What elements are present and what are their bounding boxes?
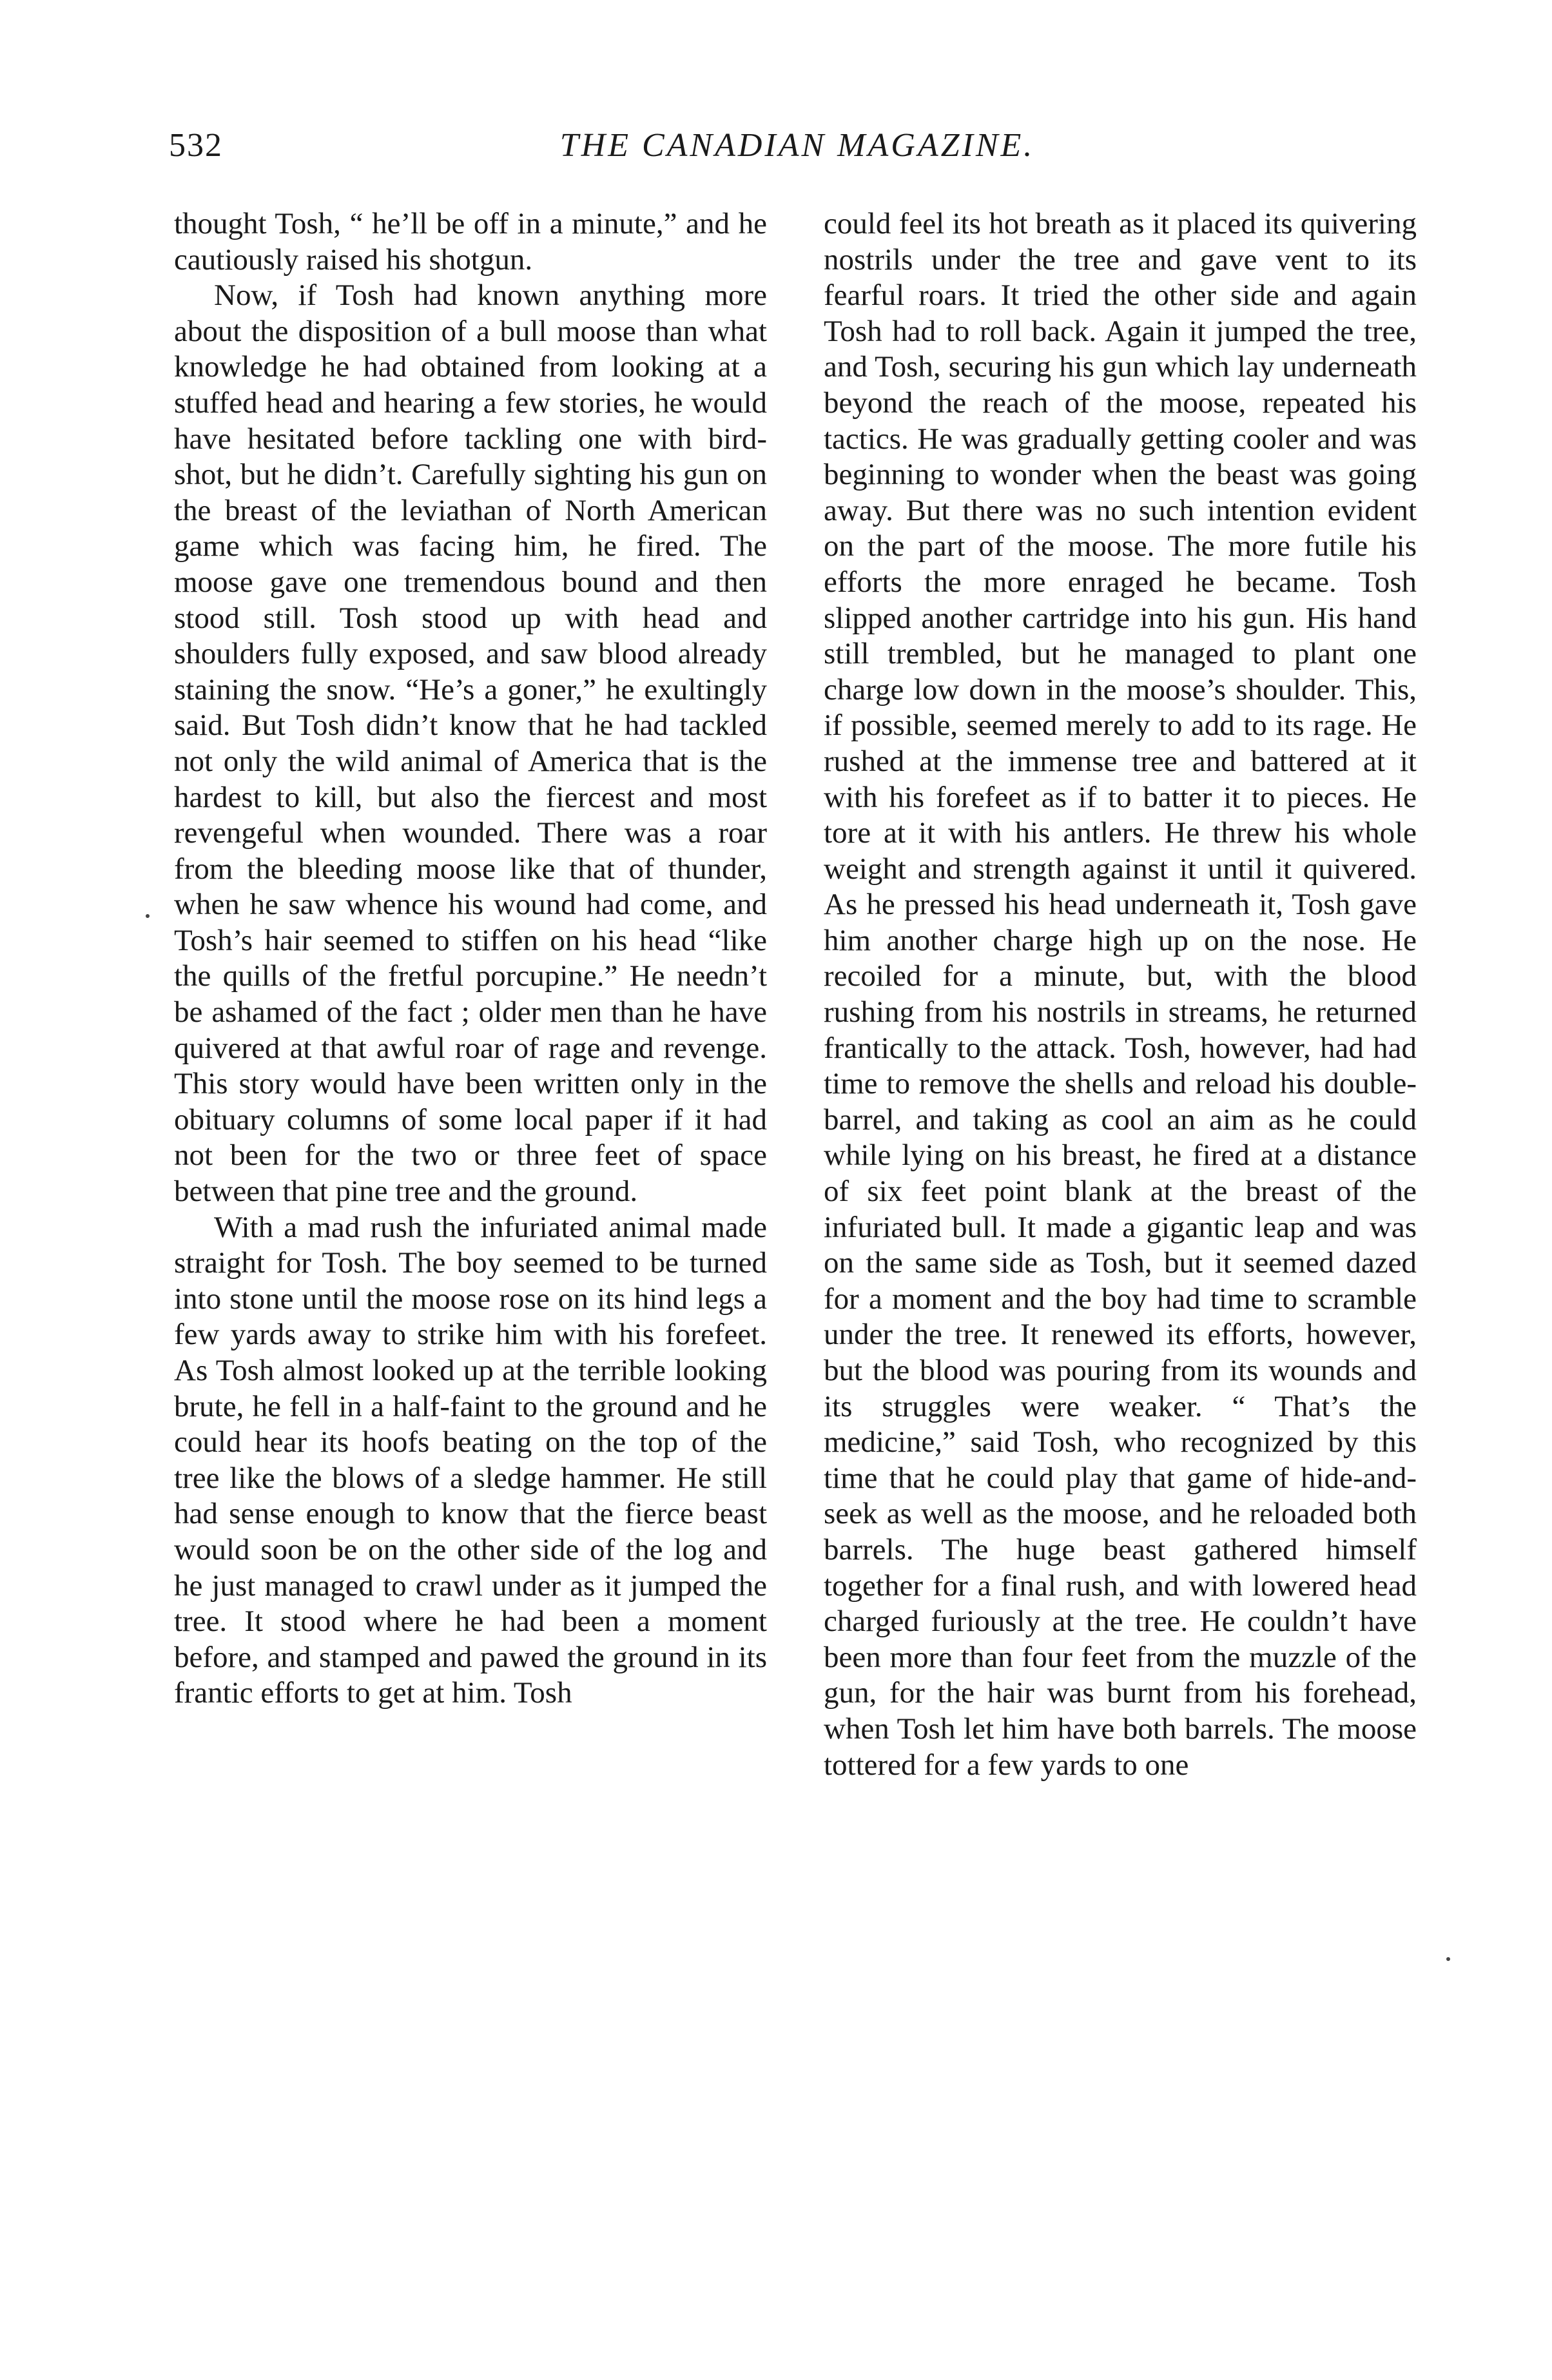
running-head — [169, 126, 1426, 171]
paragraph: thought Tosh, “ he’ll be off in a minute,” and he cautiously raised his shotgun. — [174, 207, 767, 277]
paragraph: Now, if Tosh had known anything more about the disposition of a bull moose than what knowledge he had obtained from looking at a stuffed head and hearing a few stories, he would have hesitated before tackling one with bird-shot, but he didn’t. Carefully sighting his gun on the breast of the leviathan of North American game which was facing him, he fired. The moose gave one tremendous bound and then stood still. Tosh stood up with head and shoulders fully exposed, and saw blood already staining the snow. “He’s a goner,” he exultingly said. But Tosh didn’t know that he had tackled not only the wild animal of America that is the hardest to kill, but also the fiercest and most revengeful when wounded. There was a roar from the bleeding moose like that of thunder, when he saw whence his wound had come, and Tosh’s hair seemed to stiffen on his head “like the quills of the fretful porcupine.” He needn’t be ashamed of the fact ; older men than he have quivered at that awful roar of rage and revenge. This story would have been written only in the obituary columns of some local paper if it had not been for the two or three feet of space between that pine tree and the ground. — [174, 278, 767, 1209]
magazine-title: THE CANADIAN MAGAZINE. — [559, 127, 1035, 164]
left-column — [174, 206, 767, 2218]
right-column — [824, 206, 1417, 2218]
page-number: 532 — [169, 127, 223, 164]
paragraph: could feel its hot breath as it placed its quivering nostrils under the tree and gave vent to its fearful roars. It tried the other side and again Tosh had to roll back. Again it jumped the tree, and Tosh, securing his gun which lay underneath beyond the reach of the moose, repeated his tactics. He was gradually getting cooler and was beginning to wonder when the beast was going away. But there was no such intention evident on the part of the moose. The more futile his efforts the more enraged he became. Tosh slipped another cartridge into his gun. His hand still trembled, but he managed to plant one charge low down in the moose’s shoulder. This, if possible, seemed merely to add to its rage. He rushed at the immense tree and battered at it with his forefeet as if to batter it to pieces. He tore at it with his antlers. He threw his whole weight and strength against it until it quivered. As he pressed his head underneath it, Tosh gave him another charge high up on the nose. He recoiled for a minute, but, with the blood rushing from his nostrils in streams, he returned frantically to the attack. Tosh, however, had had time to remove the shells and reload his double-barrel, and taking as cool an aim as he could while lying on his breast, he fired at a distance of six feet point blank at the breast of the infuriated bull. It made a gigantic leap and was on the same side as Tosh, but it seemed dazed for a moment and the boy had time to scramble under the tree. It renewed its efforts, however, but the blood was pouring from its wounds and its struggles were weaker. “ That’s the medicine,” said Tosh, who recognized by this time that he could play that game of hide-and-seek as well as the moose, and he reloaded both barrels. The huge beast gathered himself together for a final rush, and with lowered head charged furiously at the tree. He couldn’t have been more than four feet from the muzzle of the gun, for the hair was burnt from his forehead, when Tosh let him have both barrels. The moose tottered for a few yards to one — [824, 207, 1417, 1782]
paragraph: With a mad rush the infuriated animal made straight for Tosh. The boy seemed to be turned into stone until the moose rose on its hind legs a few yards away to strike him with his forefeet. As Tosh almost looked up at the terrible looking brute, he fell in a half-faint to the ground and he could hear its hoofs beating on the top of the tree like the blows of a sledge hammer. He still had sense enough to know that the fierce beast would soon be on the other side of the log and he just managed to crawl under as it jumped the tree. It stood where he had been a moment before, and stamped and pawed the ground in its frantic efforts to get at him. Tosh — [174, 1210, 767, 1710]
margin-speck — [1446, 1957, 1450, 1961]
margin-speck — [146, 914, 150, 918]
